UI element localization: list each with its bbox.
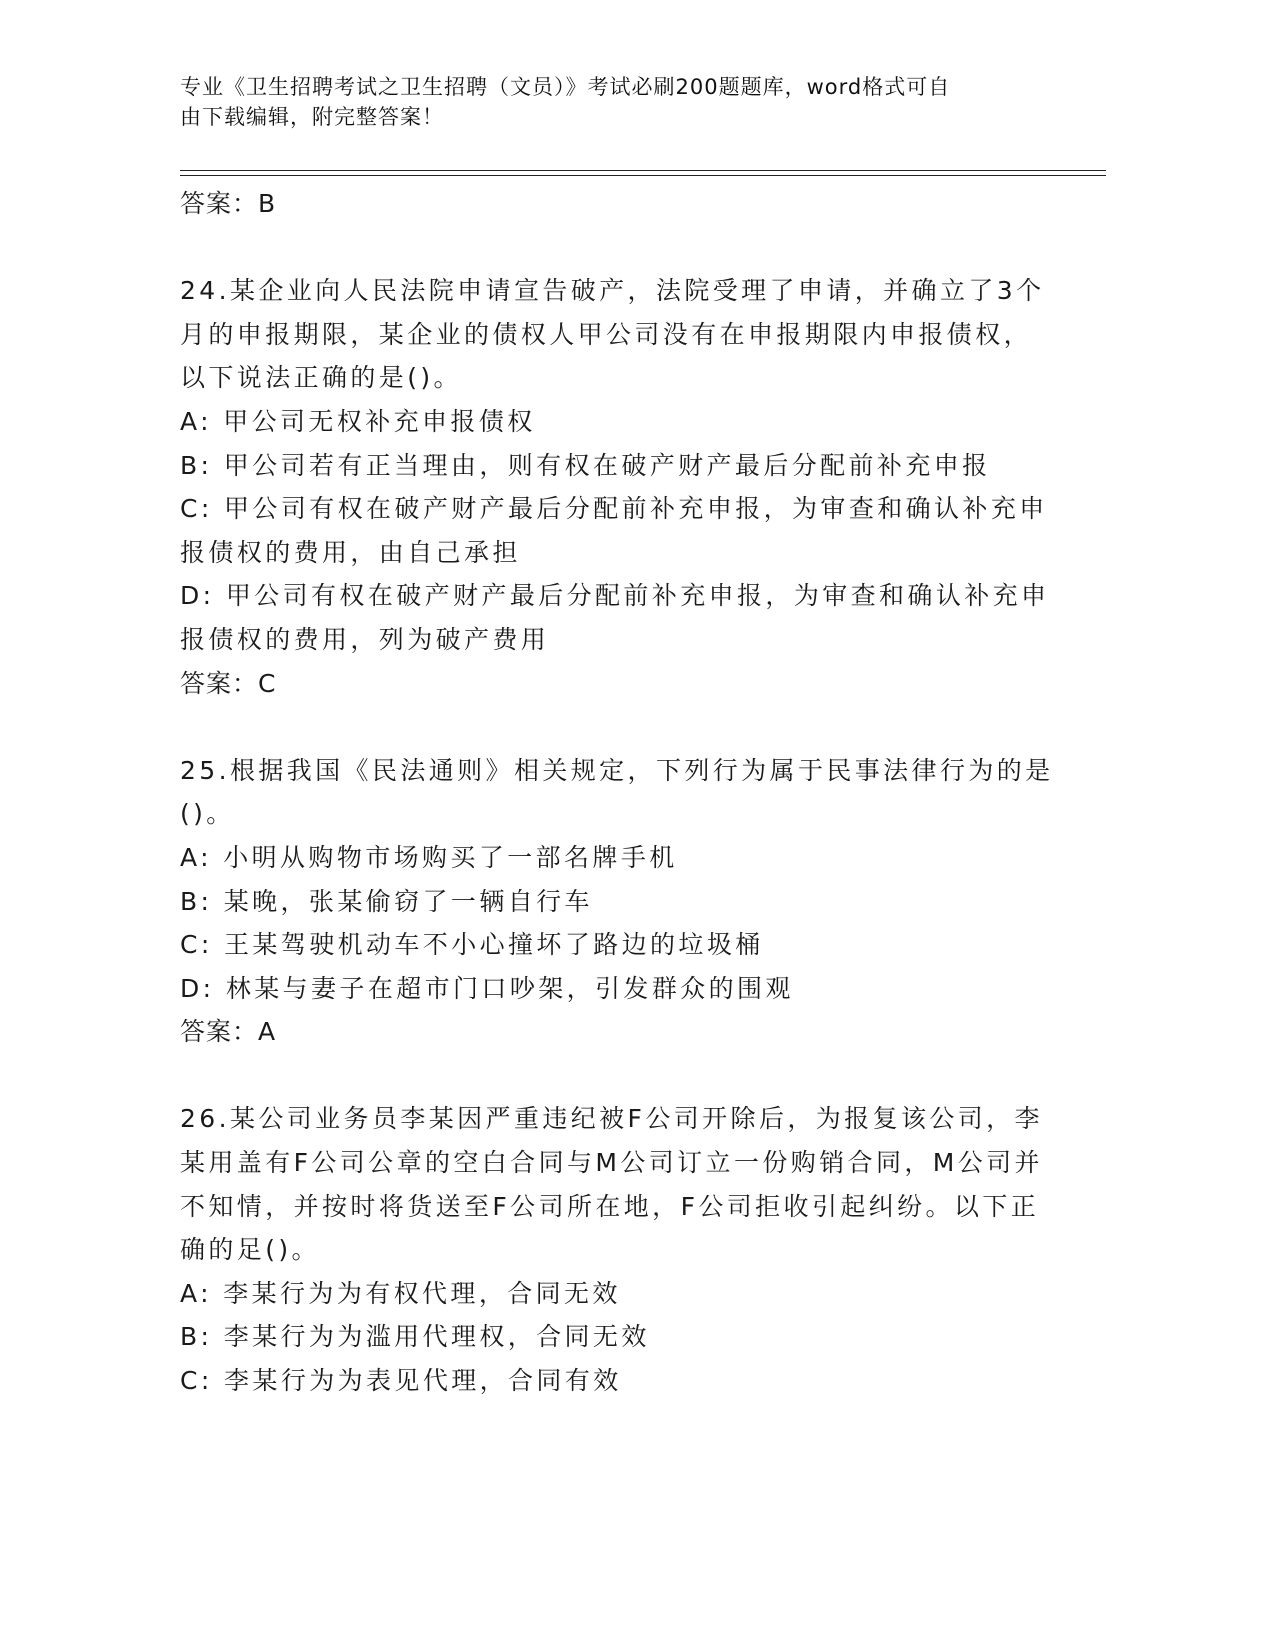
spacer (180, 705, 1080, 749)
option-c-continued: 报债权的费用，由自己承担 (180, 537, 521, 567)
question-block (180, 749, 1080, 1054)
option-d-continued: 报债权的费用，列为破产费用 (180, 624, 550, 654)
answer-line: 答案：C (180, 668, 277, 698)
answer-line: 答案：B (180, 189, 277, 218)
question-stem-line: 确的足()。 (180, 1235, 320, 1265)
header-rule-bottom (180, 175, 1106, 176)
question-block (180, 1097, 1080, 1402)
question-stem-line: 以下说法正确的是()。 (180, 363, 462, 393)
option-c: C: 李某行为为表见代理，合同有效 (180, 1366, 622, 1396)
option-c: C: 王某驾驶机动车不小心撞坏了路边的垃圾桶 (180, 930, 764, 960)
header-line-1: 专业《卫生招聘考试之卫生招聘（文员）》考试必刷200题题库，word格式可自 (180, 75, 951, 99)
question-stem-line: 25.根据我国《民法通则》相关规定，下列行为属于民事法律行为的是 (180, 755, 1054, 785)
question-block (180, 269, 1080, 705)
question-stem-line: 26.某公司业务员李某因严重违纪被F公司开除后，为报复该公司，李 (180, 1104, 1043, 1134)
option-b: B: 甲公司若有正当理由，则有权在破产财产最后分配前补充申报 (180, 450, 991, 480)
header-line-2: 由下载编辑，附完整答案！ (180, 105, 444, 129)
option-c: C: 甲公司有权在破产财产最后分配前补充申报，为审查和确认补充申 (180, 494, 1048, 524)
spacer (180, 1054, 1080, 1098)
option-b: B: 李某行为为滥用代理权，合同无效 (180, 1322, 650, 1352)
document-body (180, 182, 1080, 1403)
option-a: A: 甲公司无权补充申报债权 (180, 406, 536, 436)
option-d: D: 林某与妻子在超市门口吵架，引发群众的围观 (180, 973, 794, 1003)
option-a: A: 李某行为为有权代理，合同无效 (180, 1278, 621, 1308)
answer-line: 答案：A (180, 1017, 277, 1047)
spacer (180, 226, 1080, 270)
option-b: B: 某晚，张某偷窃了一辆自行车 (180, 886, 593, 916)
option-a: A: 小明从购物市场购买了一部名牌手机 (180, 842, 678, 872)
question-stem-line: ()。 (180, 799, 235, 829)
page-header (180, 72, 1040, 132)
question-stem-line: 24.某企业向人民法院申请宣告破产，法院受理了申请，并确立了3个 (180, 276, 1045, 306)
question-stem-line: 某用盖有F公司公章的空白合同与M公司订立一份购销合同，M公司并 (180, 1148, 1043, 1178)
question-stem-line: 月的申报期限，某企业的债权人甲公司没有在申报期限内申报债权， (180, 319, 1033, 349)
option-d: D: 甲公司有权在破产财产最后分配前补充申报，为审查和确认补充申 (180, 581, 1050, 611)
question-stem-line: 不知情，并按时将货送至F公司所在地，F公司拒收引起纠纷。以下正 (180, 1191, 1040, 1221)
header-rule-top (180, 170, 1106, 171)
